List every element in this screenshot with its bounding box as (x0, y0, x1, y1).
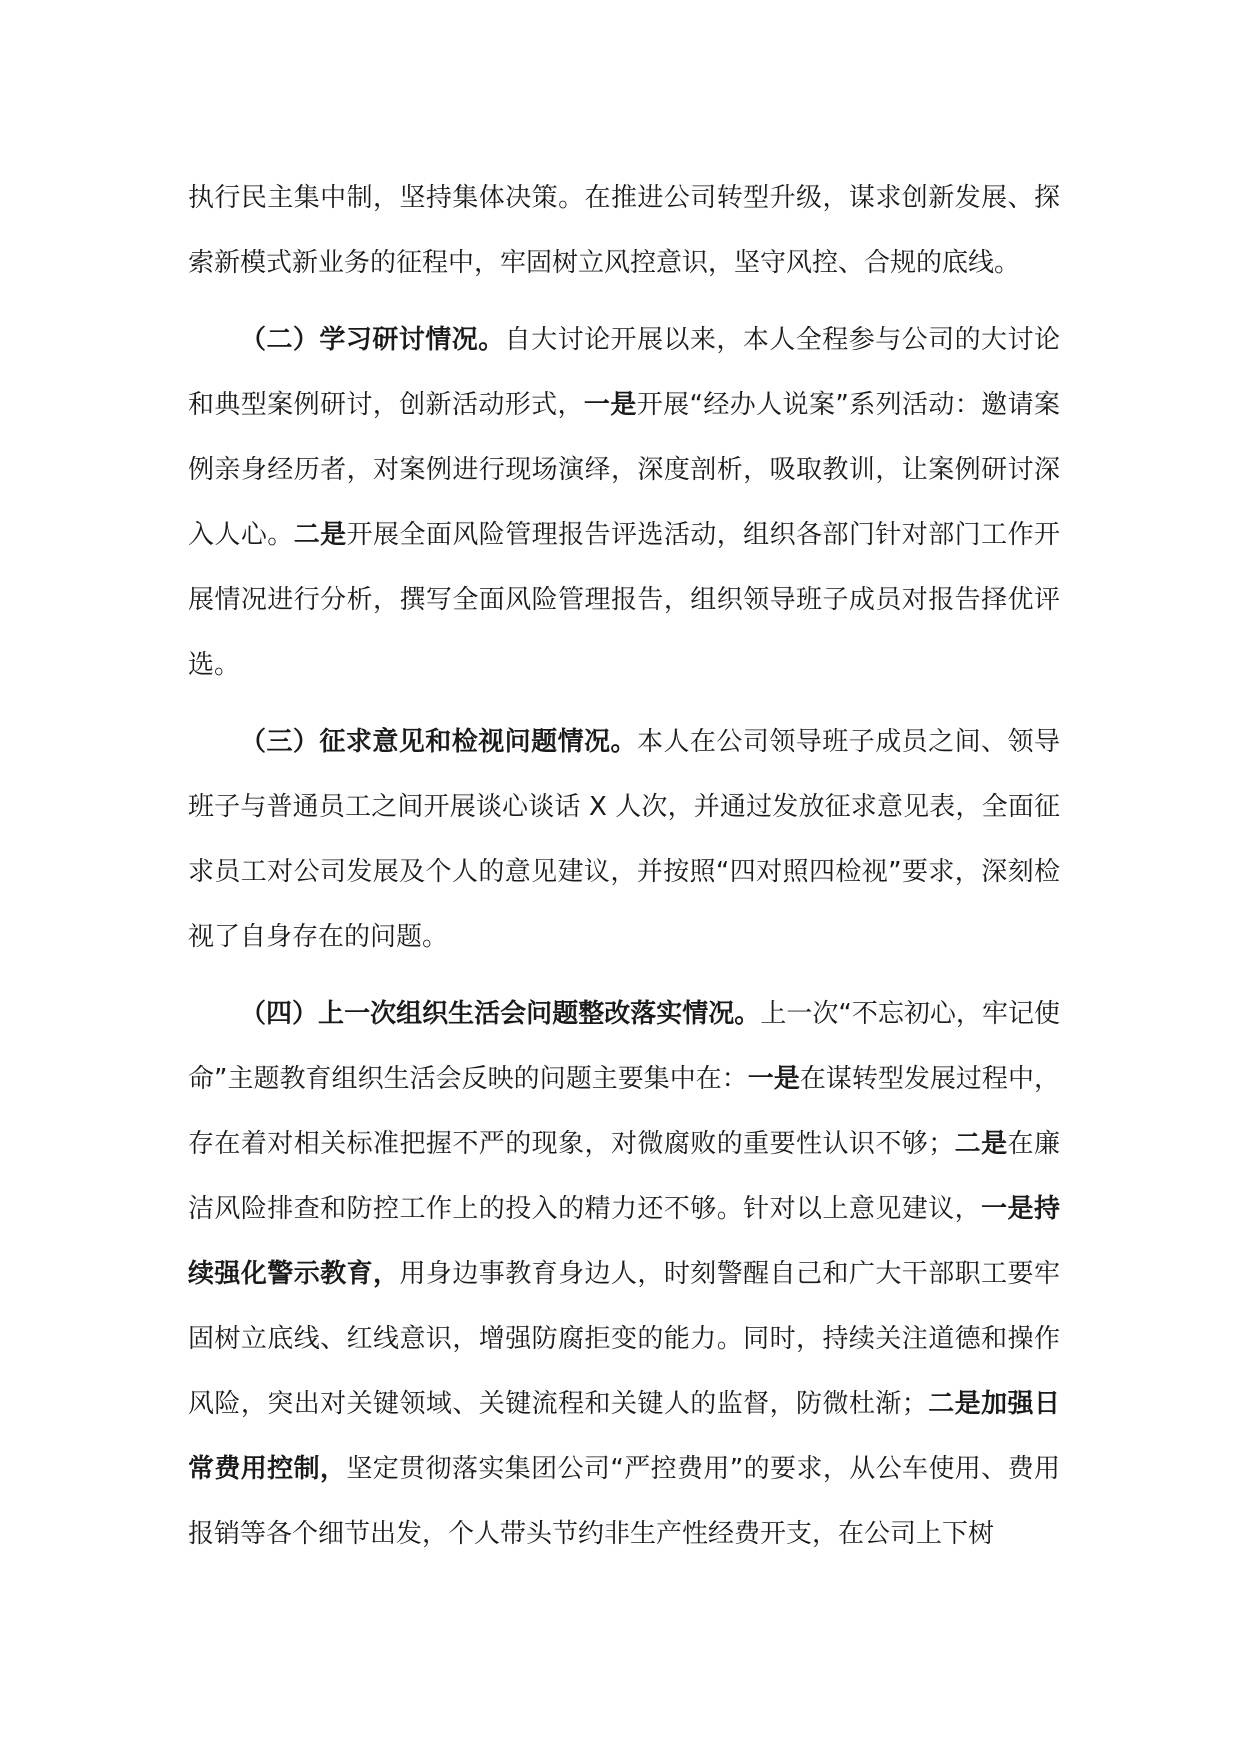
paragraph-study-discussion (188, 308, 1060, 698)
paragraph-text: 在廉洁风险排查和防控工作上的投入的精力还不够。针对以上意见建议， (188, 1129, 1060, 1224)
emphasis-warning-education: 一是持续强化警示教育， (188, 1194, 1060, 1289)
paragraph-text: 开展“经办人说案”系列活动：邀请案例亲身经历者，对案例进行现场演绎，深度剖析，吸取教训，让案例研讨深入人心。 (188, 390, 1060, 550)
paragraph-text: 用身边事教育身边人，时刻警醒自己和广大干部职工要牢固树立底线、红线意识，增强防腐拒变的能力。同时，持续关注道德和操作风险，突出对关键领域、关键流程和关键人的监督，防微杜渐； (188, 1259, 1060, 1419)
paragraph-text: 上一次“不忘初心，牢记使命”主题教育组织生活会反映的问题主要集中在： (188, 999, 1060, 1094)
section-heading-rectification: （四）上一次组织生活会问题整改落实情况。 (240, 999, 761, 1029)
paragraph-text: 在谋转型发展过程中，存在着对相关标准把握不严的现象，对微腐败的重要性认识不够； (188, 1064, 1060, 1159)
document-body (188, 166, 1060, 1579)
emphasis-second: 二是 (954, 1129, 1008, 1159)
paragraph-rectification (188, 982, 1060, 1567)
paragraph-text: 本人在公司领导班子成员之间、领导班子与普通员工之间开展谈心谈话 X 人次，并通过发放征求意见表，全面征求员工对公司发展及个人的意见建议，并按照“四对照四检视”要求，深刻检视了自身存在的问题。 (188, 727, 1060, 952)
section-heading-study: （二）学习研讨情况。 (240, 325, 505, 355)
paragraph-text: 开展全面风险管理报告评选活动，组织各部门针对部门工作开展情况进行分析，撰写全面风险管理报告，组织领导班子成员对报告择优评选。 (188, 520, 1060, 680)
paragraph-text: 执行民主集中制，坚持集体决策。在推进公司转型升级，谋求创新发展、探索新模式新业务的征程中，牢固树立风控意识，坚守风控、合规的底线。 (188, 183, 1060, 278)
paragraph-text: 坚定贯彻落实集团公司“严控费用”的要求，从公车使用、费用报销等各个细节出发，个人带头节约非生产性经费开支，在公司上下树 (188, 1454, 1060, 1549)
emphasis-second: 二是 (293, 520, 347, 550)
paragraph-democratic-centralism (188, 166, 1060, 296)
emphasis-first: 一是 (583, 390, 637, 420)
paragraph-soliciting-opinions (188, 710, 1060, 970)
emphasis-first: 一是 (747, 1064, 800, 1094)
section-heading-opinions: （三）征求意见和检视问题情况。 (240, 727, 637, 757)
paragraph-text: 自大讨论开展以来，本人全程参与公司的大讨论和典型案例研讨，创新活动形式， (188, 325, 1060, 420)
emphasis-cost-control: 二是加强日常费用控制， (188, 1389, 1060, 1484)
